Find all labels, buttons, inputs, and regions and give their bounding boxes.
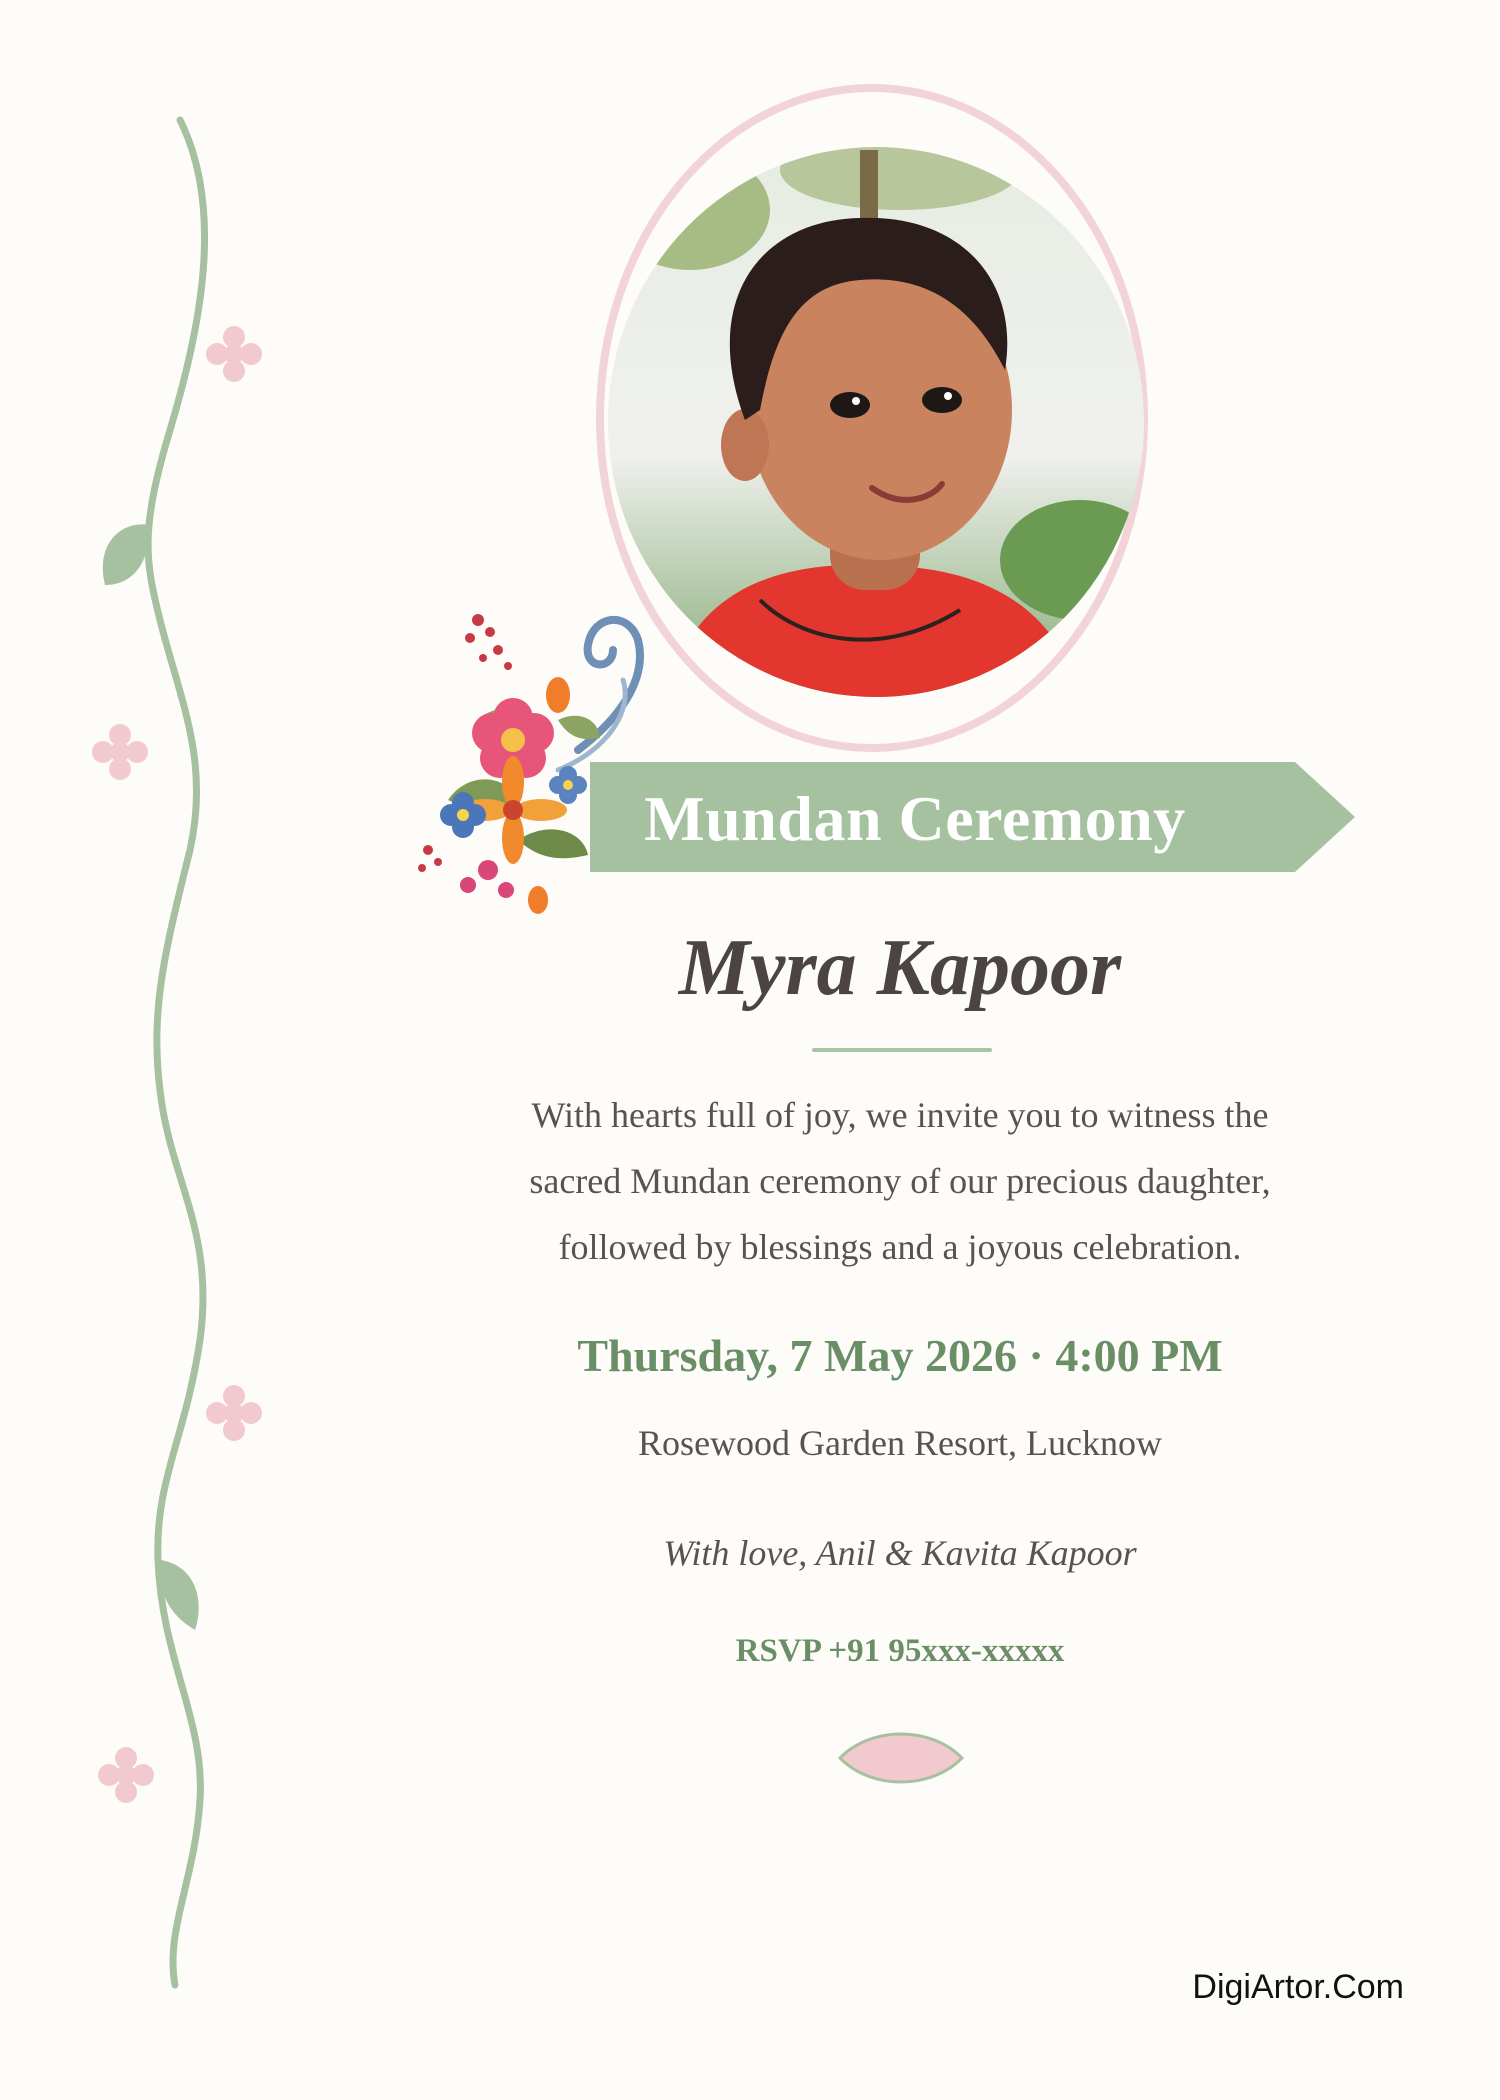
vine-decoration — [0, 0, 360, 2100]
message-line: sacred Mundan ceremony of our precious daughter, — [529, 1161, 1271, 1201]
message-line: With hearts full of joy, we invite you to witness the — [531, 1095, 1269, 1135]
ceremony-title: Mundan Ceremony — [644, 783, 1186, 854]
invitation-message — [470, 1082, 1330, 1280]
message-line: followed by blessings and a joyous celebration. — [558, 1227, 1242, 1267]
flower-bouquet — [408, 600, 668, 920]
event-datetime: Thursday, 7 May 2026 · 4:00 PM — [577, 1330, 1223, 1381]
divider — [812, 1048, 992, 1052]
petal-ornament-icon — [836, 1730, 966, 1786]
hosts-signature: With love, Anil & Kavita Kapoor — [663, 1533, 1137, 1573]
rsvp-contact: RSVP +91 95xxx-xxxxx — [735, 1633, 1065, 1669]
child-photo — [600, 130, 1160, 720]
watermark: DigiArtor.Com — [1192, 1968, 1404, 2006]
child-name: Myra Kapoor — [678, 924, 1122, 1012]
event-venue: Rosewood Garden Resort, Lucknow — [638, 1423, 1162, 1463]
